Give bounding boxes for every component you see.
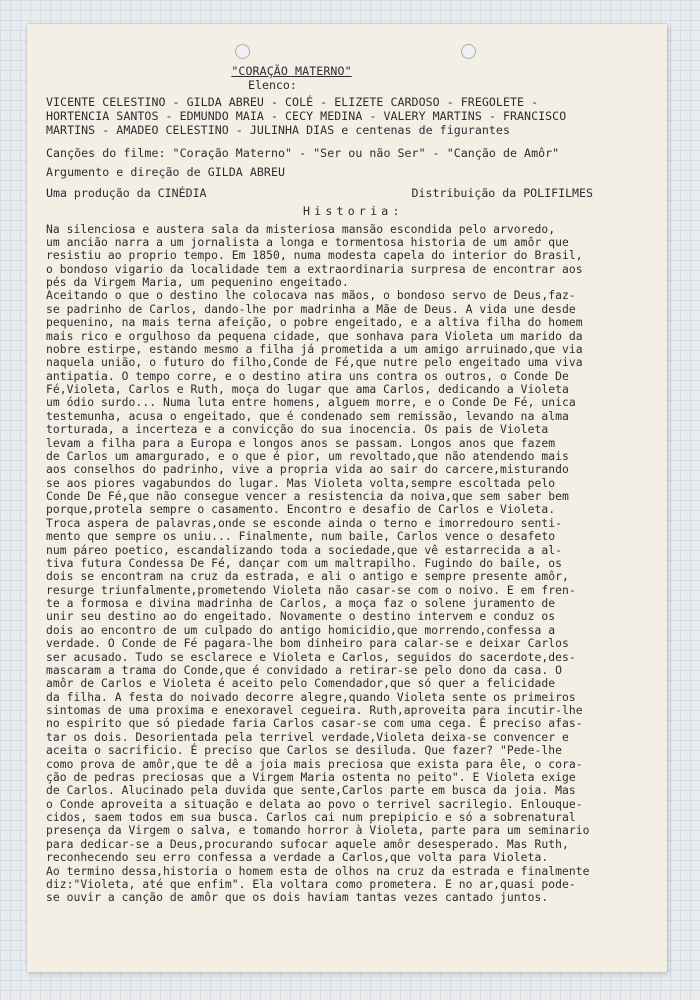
cast-line: HORTENCIA SANTOS - EDMUNDO MAIA - CECY MEDINA - VALERY MARTINS - FRANCISCO [46,109,567,124]
story-line: se aos piores vagabundos do lugar. Mas Violeta volta,sempre escoltada pelo [46,475,556,490]
typed-document-sheet [27,24,667,972]
songs-line: Canções do filme: "Coração Materno" - "Ser ou não Ser" - "Canção de Amôr" [46,145,560,160]
story-line: mento que sempre os uniu... Finalmente, num baile, Carlos vence o desafeto [46,529,556,544]
story-body [46,223,647,905]
story-line: se ouvir a canção de amôr que os dois haviam tantas vezes cantado juntos. [46,890,549,905]
story-line: testemunha, acusa o engeitado, que é condenado sem remissão, levando na alma [46,408,569,423]
story-line: para dedicar-se a Deus,procurando sufocar aquele amôr desesperado. Mas Ruth, [46,836,569,851]
direction-line: Argumento e direção de GILDA ABREU [46,165,286,180]
story-line: o Conde aproveita a situação e delata ao povo o terrivel sacrilegio. Enlouque- [46,796,583,811]
story-line: dois se encontram na cruz da estrada, e ali o antigo e sempre presente amôr, [46,569,569,584]
story-line: resistiu ao proprio tempo. Em 1850, numa modesta capela do interior do Brasil, [46,248,583,263]
story-line: de Carlos. Alucinado pela duvida que sente,Carlos parte em busca da joia. Mas [46,783,576,798]
story-line: cidos, saem todos em sua busca. Carlos cai num prepipicio e só a sobrenatural [46,810,576,825]
cast-line: MARTINS - AMADEO CELESTINO - JULINHA DIAS e centenas de figurantes [46,123,510,138]
story-line: levam a filha para a Europa e longos anos se passam. Longos anos que fazem [46,435,556,450]
production-row [46,186,647,200]
story-line: da filha. A festa do noivado decorre alegre,quando Violeta sente os primeiros [46,689,576,704]
story-line: antipatia. O tempo corre, e o destino atira uns contra os outros, o Conde De [46,368,569,383]
story-line: presença da Virgem o salva, e tomando horror à Violeta, parte para um seminario [46,823,590,838]
story-line: resurge triunfalmente,prometendo Violeta não casar-se com o noivo. E em fren- [46,582,576,597]
story-line: no espirito que só piedade faria Carlos casar-se com uma cega. É preciso afas- [46,716,583,731]
story-line: dois ao encontro de um culpado do antigo homicidio,que morrendo,confessa a [46,622,556,637]
story-line: reconhecendo seu erro confessa a verdade a Carlos,que volta para Violeta. [46,850,549,865]
story-line: pequenino, na mais terna afeição, o pobre engeitado, e a altiva filha do homem [46,315,583,330]
document-title: "CORAÇÃO MATERNO" [231,64,352,78]
distribution-line: Distribuição da POLIFILMES [411,185,593,200]
story-line: aos conselhos do padrinho, vive a propria vida ao sair do carcere,misturando [46,462,569,477]
story-line: de Carlos um amargurado, e o que é pior, um revoltado,que não atendendo mais [46,448,569,463]
story-line: torturada, a incerteza e a convicção do sua inocencia. Os pais de Violeta [46,422,549,437]
story-line: pés da Virgem Maria, um pequenino engeitado. [46,275,349,290]
story-line: um ancião narra a um jornalista a longa e tormentosa historia de um amôr que [46,234,569,249]
story-line: ser acusado. Tudo se esclarece e Violeta e Carlos, seguidos do sacerdote,des- [46,649,576,664]
story-line: tar os dois. Desorientada pela terrivel verdade,Violeta deixa-se convencer e [46,729,569,744]
story-line: mascaram a trama do Conde,que é convidado a retirar-se pelo dono da casa. O [46,662,562,677]
story-line: Conde De Fé,que não consegue vencer a resistencia da noiva,que sem saber bem [46,489,569,504]
story-line: porque,protela sempre o casamento. Encontro e desafio de Carlos e Violeta. [46,502,556,517]
story-line: o bondoso vigario da localidade tem a extraordinaria surpresa de encontrar aos [46,261,583,276]
story-line: te a formosa e divina madrinha de Carlos, a moça faz o solene juramento de [46,596,556,611]
story-line: naquela união, o futuro do filho,Conde de Fé,que nutre pelo engeitado uma viva [46,355,583,370]
story-line: Ao termino dessa,historia o homem esta de olhos na cruz da estrada e finalmente [46,863,590,878]
story-line: amôr de Carlos e Violeta é aceito pelo Comendador,que só quer a felicidade [46,676,556,691]
story-line: Troca aspera de palavras,onde se esconde ainda o terno e imorredouro senti- [46,515,562,530]
story-line: num páreo poetico, escandalizando toda a sociedade,que vê estarrecida a al- [46,542,562,557]
story-line: se padrinho de Carlos, dando-lhe por madrinha a Mãe de Deus. A vida une desde [46,301,576,316]
story-line: um ódio surdo... Numa luta entre homens, alguem morre, e o Conde De Fé, unica [46,395,576,410]
story-line: mais rico e orgulhoso da pequena cidade, que sonhava para Violeta um marido da [46,328,583,343]
historia-heading: Historia: [303,203,404,218]
story-line: aceita o sacrificio. É preciso que Carlos se desiluda. Que fazer? "Pede-lhe [46,743,562,758]
story-line: ção de pedras preciosas que a Virgem Maria ostenta no peito". E Violeta exige [46,769,576,784]
elenco-label: Elenco: [248,78,297,92]
story-line: como prova de amôr,que te dê a joia mais preciosa que exista para êle, o cora- [46,756,583,771]
story-line: nobre estirpe, estando mesmo a filha já prometida a um amigo arruinado,que via [46,341,583,356]
story-line: diz:"Violeta, até que enfim". Ela voltara como prometera. E no ar,quasi pode- [46,876,576,891]
story-line: verdade. O Conde de Fé pagara-lhe bom dinheiro para calar-se e deixar Carlos [46,636,569,651]
story-line: Na silenciosa e austera sala da misteriosa mansão escondida pelo arvoredo, [46,221,556,236]
story-line: unir seu destino ao do engeitado. Novamente o destino intervem e conduz os [46,609,556,624]
cast-line: VICENTE CELESTINO - GILDA ABREU - COLÉ - ELIZETE CARDOSO - FREGOLETE - [46,95,539,109]
story-line: sintomas de uma proxima e enexoravel cegueira. Ruth,aproveita para incutir-lhe [46,703,583,718]
story-line: Fé,Violeta, Carlos e Ruth, moça do lugar que ama Carlos, dedicando a Violeta [46,382,569,397]
cast-list [46,95,647,138]
punch-hole [461,44,476,59]
punch-hole [235,44,250,59]
story-line: tiva futura Condessa De Fé, dançar com um maltrapilho. Fugindo do baile, os [46,555,562,570]
story-line: Aceitando o que o destino lhe colocava nas mãos, o bondoso servo de Deus,faz- [46,288,576,303]
production-line: Uma produção da CINÉDIA [46,185,207,200]
